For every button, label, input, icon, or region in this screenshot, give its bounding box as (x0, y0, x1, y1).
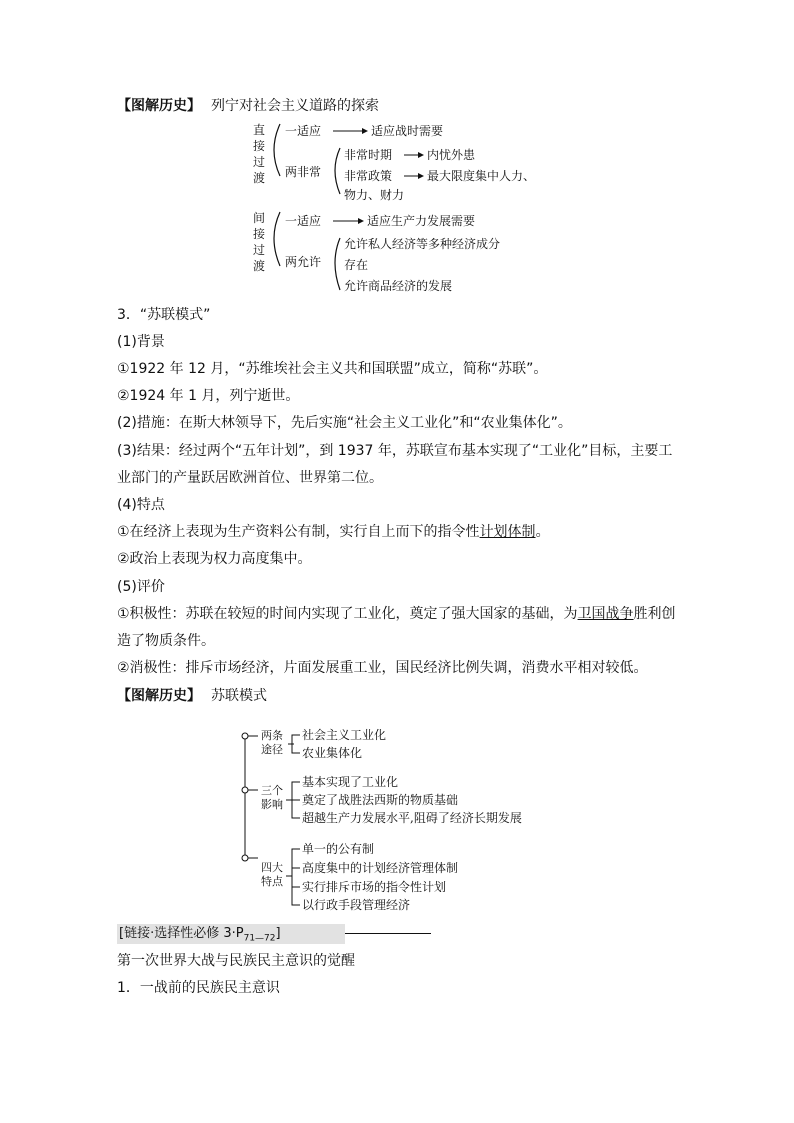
diagram2-item: 单一的公有制 (302, 842, 375, 856)
node-label: 四大 (261, 861, 283, 874)
indirect-one-fit: 一适应 (285, 214, 322, 228)
direct-two-extraordinary: 两非常 (285, 165, 322, 179)
node-label: 影响 (261, 798, 283, 811)
direct-item: 非常时期 (344, 148, 393, 162)
wwi-section-title: 第一次世界大战与民族民主意识的觉醒 (117, 953, 355, 969)
section3-features-heading: (4)特点 (117, 497, 165, 513)
direct-item: 物力、财力 (344, 188, 405, 202)
diagram2-heading-title: 苏联模式 (211, 688, 267, 704)
direct-item: 最大限度集中人力、 (427, 169, 536, 183)
node-four-features (257, 861, 287, 889)
diagram2-item: 高度集中的计划经济管理体制 (302, 861, 459, 875)
node-two-paths (257, 729, 287, 757)
link-text (119, 924, 281, 949)
diagram2-item: 实行排斥市场的指令性计划 (302, 880, 447, 894)
section3-background-heading: (1)背景 (117, 334, 165, 350)
link-text-close: ] (275, 926, 281, 941)
node-label: 特点 (261, 875, 283, 888)
section3-evaluation-heading: (5)评价 (117, 579, 165, 595)
direct-item: 非常政策 (344, 169, 393, 183)
node-three-impacts (257, 784, 287, 812)
indirect-item: 存在 (344, 258, 369, 272)
section3-results-line1: (3)结果：经过两个“五年计划”，到 1937 年，苏联宣布基本实现了“工业化”目标，主要工 (117, 443, 673, 459)
link-text-pages: 71—72 (243, 933, 276, 944)
section3-evaluation-a-line2: 造了物质条件。 (117, 633, 215, 649)
link-text-main: [链接·选择性必修 3·P (119, 926, 244, 941)
node-label: 途径 (261, 743, 283, 756)
indirect-two-allow: 两允许 (285, 255, 322, 269)
section3-evaluation-b: ②消极性：排斥市场经济，片面发展重工业，国民经济比例失调，消费水平相对较低。 (117, 660, 648, 676)
direct-one-fit: 一适应 (285, 124, 322, 138)
indirect-one-fit-target: 适应生产力发展需要 (367, 214, 476, 228)
node-label: 三个 (261, 784, 283, 797)
features-a-end: 。 (535, 524, 550, 540)
diagram2-heading-bracket: 【图解历史】 (117, 688, 201, 704)
indirect-item: 允许私人经济等多种经济成分 (344, 237, 501, 251)
section3-measures: (2)措施：在斯大林领导下，先后实施“社会主义工业化”和“农业集体化”。 (117, 415, 572, 431)
planned-system-underlined: 计划体制 (479, 524, 536, 540)
section3-features-b: ②政治上表现为权力高度集中。 (117, 551, 312, 567)
node-label: 两条 (261, 729, 283, 742)
section3-background-b: ②1924 年 1 月，列宁逝世。 (117, 388, 300, 404)
features-a-text: ①在经济上表现为生产资料公有制，实行自上而下的指令性 (117, 524, 480, 540)
section3-results-line2: 业部门的产量跃居欧洲首位、世界第二位。 (117, 470, 383, 486)
diagram2-item: 基本实现了工业化 (302, 775, 399, 789)
direct-transition-label: 直接过渡 (252, 123, 265, 185)
diagram2-item: 社会主义工业化 (302, 728, 387, 742)
diagram2-item: 以行政手段管理经济 (302, 898, 411, 912)
diagram1-heading-title: 列宁对社会主义道路的探索 (211, 98, 379, 114)
patriotic-war-underlined: 卫国战争 (577, 606, 634, 622)
section3-background-a: ①1922 年 12 月，“苏维埃社会主义共和国联盟”成立，简称“苏联”。 (117, 361, 548, 377)
diagram2-item: 超越生产力发展水平,阻碍了经济长期发展 (302, 811, 522, 825)
indirect-item: 允许商品经济的发展 (344, 279, 453, 293)
direct-one-fit-target: 适应战时需要 (371, 124, 444, 138)
indirect-transition-label: 间接过渡 (252, 211, 265, 273)
evaluation-a-end: 胜利创 (633, 606, 676, 622)
evaluation-a-text: ①积极性：苏联在较短的时间内实现了工业化，奠定了强大国家的基础，为 (117, 606, 578, 622)
wwi-item-1: 1．一战前的民族民主意识 (117, 980, 280, 996)
link-banner-rule (345, 933, 431, 934)
diagram2-item: 农业集体化 (302, 746, 363, 760)
diagram1-heading-bracket: 【图解历史】 (117, 98, 201, 114)
direct-item: 内忧外患 (427, 148, 476, 162)
section3-title: 3．“苏联模式” (117, 307, 211, 323)
diagram2-item: 奠定了战胜法西斯的物质基础 (302, 793, 459, 807)
